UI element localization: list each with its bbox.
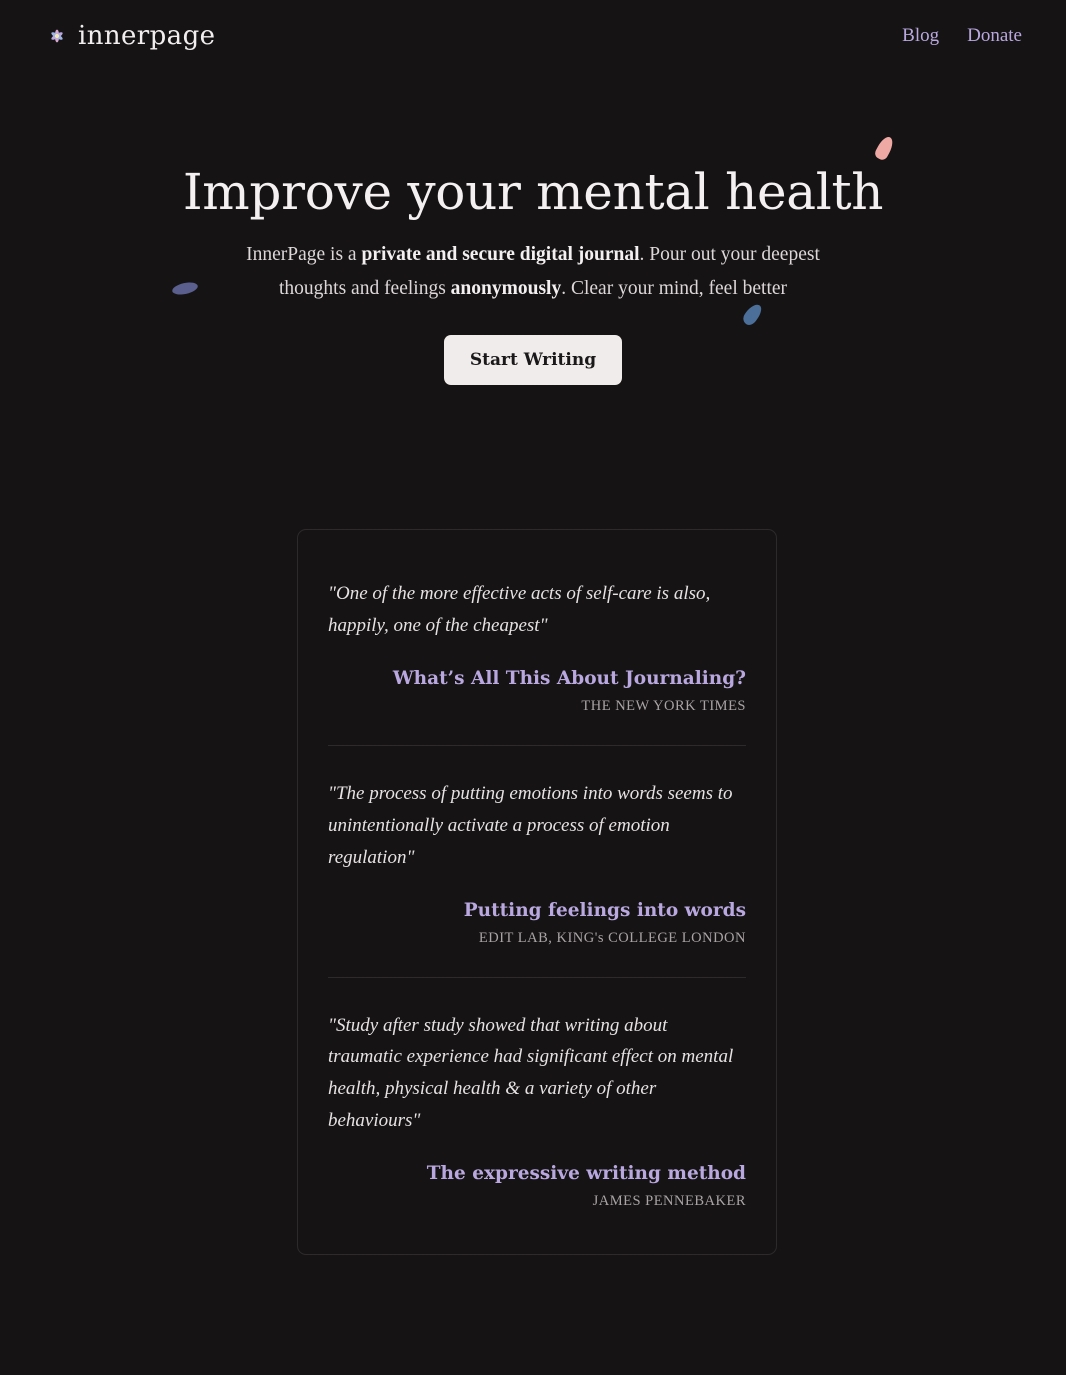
quote-item <box>328 778 746 947</box>
nav-donate[interactable]: Donate <box>967 25 1022 46</box>
quote-attribution: JAMES PENNEBAKER <box>592 1193 746 1210</box>
hero-subtitle <box>223 238 843 305</box>
quote-item <box>328 578 746 715</box>
quote-meta <box>328 668 746 715</box>
quote-text: "One of the more effective acts of self-care is also, happily, one of the cheapest" <box>328 583 711 636</box>
page-title: Improve your mental health <box>182 163 884 221</box>
quote-source-link[interactable]: The expressive writing method <box>426 1163 746 1185</box>
hero-sub-bold2: anonymously <box>450 277 562 299</box>
quote-source-link[interactable]: Putting feelings into words <box>463 899 746 921</box>
nav-blog[interactable]: Blog <box>902 25 940 46</box>
cta-container <box>0 335 1066 385</box>
quotes-card <box>297 529 777 1255</box>
hero-sub-bold1: private and secure digital journal <box>361 244 640 265</box>
main-nav <box>902 25 1022 47</box>
quote-source-link[interactable]: What’s All This About Journaling? <box>392 667 746 689</box>
hero-sub-part3: . Clear your mind, feel better <box>561 277 788 299</box>
quote-divider <box>328 745 746 746</box>
quote-attribution: EDIT LAB, KING's COLLEGE LONDON <box>478 929 746 946</box>
brand-name: innerpage <box>78 21 216 51</box>
petal-decoration-pink <box>873 134 896 161</box>
site-header <box>0 0 1066 72</box>
hero-section <box>0 164 1066 385</box>
quote-text: "Study after study showed that writing about traumatic experience had significant effect on mental health, physical health & a variety of other behaviours" <box>328 1014 734 1132</box>
quote-text: "The process of putting emotions into words seems to unintentionally activate a process of emotion regulation" <box>328 782 733 868</box>
quote-meta <box>328 1163 746 1210</box>
start-writing-button[interactable]: Start Writing <box>444 335 622 385</box>
hero-sub-part2: . Pour out your deepest thoughts and feelings <box>278 244 820 299</box>
flower-asterisk-icon <box>46 25 68 47</box>
quote-item <box>328 1010 746 1211</box>
brand-logo[interactable] <box>46 21 215 51</box>
quote-divider <box>328 977 746 978</box>
quote-meta <box>328 900 746 947</box>
hero-sub-part1: InnerPage is a <box>246 244 362 265</box>
quote-attribution: THE NEW YORK TIMES <box>581 697 746 714</box>
